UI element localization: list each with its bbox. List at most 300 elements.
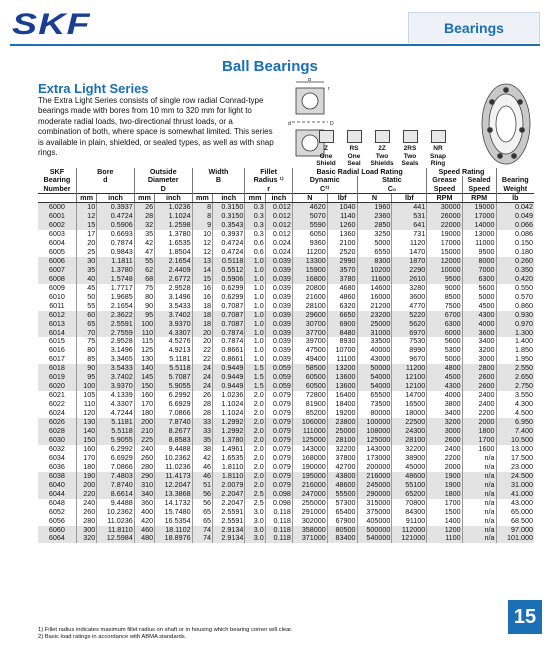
- table-cell: 24.500: [496, 472, 534, 481]
- table-cell: 1.0: [245, 302, 265, 311]
- table-cell: 4770: [392, 302, 427, 311]
- table-cell: 0.039: [265, 302, 292, 311]
- table-cell: 0.079: [265, 400, 292, 409]
- page-title: Ball Bearings: [222, 58, 318, 75]
- table-cell: 0.7087: [213, 302, 245, 311]
- table-cell: 15: [76, 221, 96, 230]
- table-cell: 480: [134, 534, 154, 543]
- header-rule: [10, 44, 540, 46]
- table-cell: 0.7874: [213, 329, 245, 338]
- table-cell: 0.260: [496, 257, 534, 266]
- table-cell: 310: [134, 481, 154, 490]
- col-header: Outside: [134, 168, 192, 176]
- table-cell: 260: [134, 454, 154, 463]
- table-cell: 0.039: [265, 275, 292, 284]
- table-cell: 0.059: [265, 382, 292, 391]
- table-cell: 2000: [462, 418, 496, 427]
- table-cell: 1360: [327, 230, 357, 239]
- table-cell: 5.5118: [97, 427, 134, 436]
- footnote: 1) Fillet radius indicates maximum fillet radius on shaft or in housing which bearing corner will clear.: [38, 627, 293, 633]
- table-cell: 3.5433: [155, 302, 192, 311]
- table-cell: 55100: [392, 481, 427, 490]
- table-cell: 2400: [462, 391, 496, 400]
- table-cell: 6300: [427, 320, 462, 329]
- table-cell: 19000: [462, 203, 496, 212]
- table-cell: 2.1654: [97, 302, 134, 311]
- table-cell: 14: [192, 266, 212, 275]
- table-cell: 1.1024: [155, 212, 192, 221]
- table-cell: 0.079: [265, 481, 292, 490]
- table-cell: 0.930: [496, 311, 534, 320]
- table-cell: 17.500: [496, 454, 534, 463]
- table-cell: 47500: [292, 346, 327, 355]
- variant-2rs: [396, 130, 424, 168]
- table-cell: 0.086: [496, 230, 534, 239]
- table-cell: 2.0: [245, 427, 265, 436]
- table-cell: 25000: [327, 427, 357, 436]
- footnote: 2) Basic load ratings in accordance with ABMA standards.: [38, 634, 187, 640]
- variant-nr: [424, 130, 452, 168]
- table-cell: 2.0: [245, 481, 265, 490]
- table-cell: 1120: [392, 239, 427, 248]
- table-cell: 5300: [427, 346, 462, 355]
- col-header: SKF: [49, 167, 65, 176]
- unit-cell: inch: [155, 193, 192, 202]
- table-cell: 731: [392, 230, 427, 239]
- table-cell: 0.079: [265, 472, 292, 481]
- table-cell: 9500: [427, 275, 462, 284]
- variant-label: NR: [433, 145, 443, 152]
- table-cell: 170: [134, 400, 154, 409]
- table-cell: 6650: [327, 311, 357, 320]
- table-cell: 84300: [392, 508, 427, 517]
- table-cell: 18: [192, 302, 212, 311]
- table-cell: 90: [76, 364, 96, 373]
- table-cell: 3.0: [245, 526, 265, 535]
- table-cell: 2290: [392, 266, 427, 275]
- table-cell: 4.300: [496, 400, 534, 409]
- bearing-number-cell: 6034: [48, 452, 65, 462]
- table-cell: 12: [76, 212, 96, 221]
- variant-label: Ring: [430, 160, 446, 167]
- table-cell: 460: [134, 526, 154, 535]
- table-cell: 65: [192, 517, 212, 526]
- table-cell: n/a: [462, 463, 496, 472]
- variant-label: Seal: [347, 160, 361, 167]
- table-cell: 60500: [292, 373, 327, 382]
- table-cell: 0.024: [265, 239, 292, 248]
- table-cell: 371000: [292, 534, 327, 543]
- table-cell: 8.6614: [97, 490, 134, 499]
- table-cell: 4000: [427, 391, 462, 400]
- table-cell: 0.012: [265, 203, 292, 212]
- table-cell: 0.039: [265, 284, 292, 293]
- table-cell: 1.0: [245, 257, 265, 266]
- table-cell: 12: [192, 248, 212, 257]
- table-cell: 0.8661: [213, 355, 245, 364]
- table-cell: n/a: [462, 454, 496, 463]
- table-cell: 2.9134: [213, 526, 245, 535]
- table-cell: 11200: [392, 364, 427, 373]
- bearing-number-cell: 6038: [38, 472, 76, 481]
- table-cell: 74: [192, 534, 212, 543]
- col-header: Width: [192, 168, 245, 176]
- table-cell: 30: [76, 257, 96, 266]
- variant-2z: [368, 130, 396, 168]
- table-cell: 14.1732: [155, 499, 192, 508]
- table-cell: 6.6929: [155, 400, 192, 409]
- table-cell: 1.8110: [213, 472, 245, 481]
- table-cell: 2.0: [245, 436, 265, 445]
- table-cell: 0.039: [265, 320, 292, 329]
- table-cell: 1.0: [245, 284, 265, 293]
- section-tab: [408, 12, 540, 43]
- table-cell: 420: [134, 517, 154, 526]
- table-cell: 0.039: [265, 346, 292, 355]
- table-cell: 28: [192, 400, 212, 409]
- table-cell: 500000: [357, 526, 392, 535]
- table-cell: 5600: [462, 284, 496, 293]
- table-cell: 1.5: [245, 373, 265, 382]
- table-cell: 1400: [427, 517, 462, 526]
- table-cell: 10: [192, 230, 212, 239]
- table-cell: 1.0: [245, 346, 265, 355]
- table-cell: 1.1024: [213, 400, 245, 409]
- table-cell: 33500: [357, 337, 392, 346]
- table-cell: 23.000: [496, 463, 534, 472]
- table-cell: 0.570: [496, 293, 534, 302]
- table-cell: 531: [392, 212, 427, 221]
- table-cell: 73500: [357, 400, 392, 409]
- table-cell: 1.3780: [155, 230, 192, 239]
- table-cell: 9: [192, 221, 212, 230]
- table-cell: 25000: [357, 320, 392, 329]
- table-cell: 13: [192, 257, 212, 266]
- col-header: Dynamic: [292, 176, 357, 184]
- unit-cell: mm: [192, 193, 212, 202]
- unit-cell: lbf: [327, 193, 357, 202]
- table-cell: 160: [76, 445, 96, 454]
- table-cell: 26000: [427, 212, 462, 221]
- col-header: d: [76, 176, 134, 184]
- col-header: Speed Rating: [427, 168, 496, 176]
- table-cell: 50000: [357, 364, 392, 373]
- table-cell: 1.2598: [155, 221, 192, 230]
- table-cell: 9500: [462, 248, 496, 257]
- table-cell: 85200: [292, 409, 327, 418]
- col-header: Speed: [462, 185, 496, 194]
- table-cell: 290000: [357, 490, 392, 499]
- table-cell: 11.8110: [97, 526, 134, 535]
- table-cell: 2.7559: [97, 329, 134, 338]
- bearing-number-cell: 6048: [48, 497, 65, 507]
- table-cell: 7.8740: [155, 418, 192, 427]
- bearing-number-cell: 6004: [48, 238, 65, 247]
- table-cell: 2.2047: [213, 490, 245, 499]
- table-cell: 24300: [392, 427, 427, 436]
- table-cell: 60500: [292, 382, 327, 391]
- table-cell: 1100: [427, 534, 462, 543]
- table-cell: 0.4724: [213, 248, 245, 257]
- table-cell: 2.1654: [155, 257, 192, 266]
- table-cell: 16400: [327, 391, 357, 400]
- table-cell: 0.079: [265, 436, 292, 445]
- table-cell: 6.950: [496, 418, 534, 427]
- table-cell: 23200: [357, 311, 392, 320]
- table-cell: 143000: [292, 445, 327, 454]
- table-cell: 90: [134, 302, 154, 311]
- table-cell: 35: [134, 230, 154, 239]
- table-cell: 8990: [392, 346, 427, 355]
- table-cell: 0.3543: [213, 221, 245, 230]
- col-header: Static: [357, 176, 427, 184]
- table-cell: 170: [76, 454, 96, 463]
- table-cell: 55: [76, 302, 96, 311]
- table-cell: 0.4724: [97, 212, 134, 221]
- table-cell: 18.8976: [155, 534, 192, 543]
- table-cell: 10: [76, 203, 96, 212]
- table-cell: 200: [134, 418, 154, 427]
- table-cell: 2.0: [245, 472, 265, 481]
- table-cell: 1700: [427, 499, 462, 508]
- table-cell: 12.5984: [97, 534, 134, 543]
- table-cell: 0.3937: [213, 230, 245, 239]
- table-cell: 1.1811: [97, 257, 134, 266]
- table-cell: 4.5276: [155, 337, 192, 346]
- table-cell: 83400: [327, 534, 357, 543]
- table-cell: 16500: [392, 400, 427, 409]
- table-cell: 0.3150: [213, 212, 245, 221]
- table-cell: 0.180: [496, 248, 534, 257]
- table-cell: 2610: [392, 275, 427, 284]
- table-cell: 65: [192, 508, 212, 517]
- table-cell: 2360: [357, 212, 392, 221]
- table-cell: 1.0: [245, 355, 265, 364]
- table-cell: 46: [192, 472, 212, 481]
- table-cell: 55: [134, 257, 154, 266]
- table-cell: 14700: [392, 391, 427, 400]
- table-cell: 4500: [462, 302, 496, 311]
- table-cell: 150: [134, 382, 154, 391]
- table-cell: 38900: [392, 454, 427, 463]
- table-cell: 12000: [427, 257, 462, 266]
- table-cell: 13600: [327, 373, 357, 382]
- variant-icon: [347, 130, 362, 143]
- bearing-number-cell: 6000: [38, 203, 76, 212]
- variant-label: Shields: [370, 160, 394, 167]
- table-cell: 0.079: [265, 463, 292, 472]
- table-cell: 31.000: [496, 481, 534, 490]
- table-cell: 48600: [392, 472, 427, 481]
- bearing-number-cell: 6024: [48, 408, 65, 418]
- table-cell: 0.098: [265, 499, 292, 508]
- table-cell: 130: [76, 418, 96, 427]
- table-cell: 45: [76, 284, 96, 293]
- table-cell: 1.2992: [213, 418, 245, 427]
- table-cell: 360: [134, 499, 154, 508]
- table-cell: 0.079: [265, 454, 292, 463]
- table-cell: 2.0: [245, 454, 265, 463]
- table-cell: 4800: [427, 364, 462, 373]
- table-cell: 17000: [427, 239, 462, 248]
- col-header: Diameter: [134, 176, 192, 184]
- variant-rs: [340, 130, 368, 168]
- table-cell: 3200: [427, 418, 462, 427]
- table-cell: 0.118: [265, 517, 292, 526]
- table-cell: 247000: [292, 490, 327, 499]
- table-cell: 45000: [392, 463, 427, 472]
- table-cell: 20: [192, 329, 212, 338]
- table-cell: 4.1339: [97, 391, 134, 400]
- table-cell: 1.0236: [155, 203, 192, 212]
- variant-label: 2Z: [378, 145, 386, 152]
- table-cell: 245000: [357, 481, 392, 490]
- bearing-variant-list: [312, 130, 452, 168]
- table-cell: 358000: [292, 526, 327, 535]
- table-cell: n/a: [462, 526, 496, 535]
- table-cell: 2.0: [245, 418, 265, 427]
- table-cell: 80: [134, 293, 154, 302]
- table-cell: 16800: [292, 275, 327, 284]
- table-cell: 1140: [327, 212, 357, 221]
- table-cell: 0.3: [245, 230, 265, 239]
- table-cell: 2990: [327, 257, 357, 266]
- table-cell: 5220: [392, 311, 427, 320]
- table-cell: 1.7717: [97, 284, 134, 293]
- table-cell: 11600: [357, 275, 392, 284]
- table-cell: 51: [192, 481, 212, 490]
- table-cell: 0.7874: [97, 239, 134, 248]
- variant-label: Two: [403, 152, 417, 160]
- table-cell: 195000: [292, 472, 327, 481]
- table-cell: 0.9449: [213, 373, 245, 382]
- table-cell: 91100: [392, 517, 427, 526]
- table-cell: 7.8740: [97, 481, 134, 490]
- table-cell: 1260: [327, 221, 357, 230]
- table-cell: 22000: [427, 221, 462, 230]
- table-cell: 22: [192, 346, 212, 355]
- table-cell: 0.3937: [97, 203, 134, 212]
- table-cell: 38: [192, 445, 212, 454]
- table-cell: 125000: [292, 436, 327, 445]
- table-cell: 121000: [392, 534, 427, 543]
- table-cell: 35: [192, 436, 212, 445]
- table-cell: 210: [134, 427, 154, 436]
- col-header: B: [192, 176, 245, 184]
- table-cell: 1.0: [245, 293, 265, 302]
- table-cell: 56: [192, 490, 212, 499]
- table-cell: 16: [192, 284, 212, 293]
- table-cell: 168000: [292, 454, 327, 463]
- table-cell: 10700: [327, 346, 357, 355]
- table-cell: 225: [134, 436, 154, 445]
- table-cell: 0.012: [265, 230, 292, 239]
- table-cell: 216000: [292, 481, 327, 490]
- table-cell: 11100: [327, 355, 357, 364]
- table-cell: 62: [134, 266, 154, 275]
- table-cell: 1.0236: [213, 391, 245, 400]
- table-cell: 26: [192, 391, 212, 400]
- table-cell: 9000: [427, 284, 462, 293]
- table-cell: 1800: [462, 427, 496, 436]
- table-cell: 6000: [427, 329, 462, 338]
- table-cell: 2600: [462, 373, 496, 382]
- table-cell: 2100: [327, 239, 357, 248]
- table-cell: 2.2047: [213, 499, 245, 508]
- table-row: [38, 534, 534, 543]
- table-cell: 0.6: [245, 248, 265, 257]
- table-cell: 6.2992: [155, 391, 192, 400]
- bearing-number-cell: 6016: [48, 345, 65, 355]
- table-cell: 2.6772: [155, 275, 192, 284]
- table-cell: 4300: [462, 311, 496, 320]
- table-cell: 3.9370: [155, 320, 192, 329]
- table-cell: 101.000: [496, 534, 534, 543]
- table-cell: 22: [192, 355, 212, 364]
- table-cell: 0.6299: [213, 293, 245, 302]
- table-cell: 5000: [357, 239, 392, 248]
- table-cell: 20: [192, 337, 212, 346]
- table-cell: 5070: [292, 212, 327, 221]
- table-cell: 190000: [292, 463, 327, 472]
- bearing-number-cell: 6013: [38, 320, 76, 329]
- variant-label: Seals: [401, 160, 419, 167]
- table-cell: 110: [76, 400, 96, 409]
- table-cell: 200000: [357, 463, 392, 472]
- table-cell: 11200: [292, 248, 327, 257]
- table-cell: 1.0: [245, 337, 265, 346]
- unit-cell: lb: [496, 193, 534, 202]
- table-cell: 180: [76, 463, 96, 472]
- table-cell: 3.5433: [97, 364, 134, 373]
- table-cell: 8: [192, 203, 212, 212]
- table-cell: 1900: [427, 472, 462, 481]
- table-cell: 85: [76, 355, 96, 364]
- table-cell: 21200: [357, 302, 392, 311]
- table-cell: 5.9055: [97, 436, 134, 445]
- variant-label: One: [347, 152, 361, 160]
- table-cell: 11.0236: [155, 463, 192, 472]
- variant-label: Two: [375, 152, 389, 160]
- table-cell: 12100: [392, 382, 427, 391]
- table-cell: 2.0: [245, 409, 265, 418]
- table-cell: 2800: [462, 364, 496, 373]
- table-cell: n/a: [462, 490, 496, 499]
- unit-cell: N: [357, 193, 392, 202]
- table-cell: 8: [192, 212, 212, 221]
- table-cell: 3280: [392, 284, 427, 293]
- table-cell: 13.000: [496, 445, 534, 454]
- table-cell: 2.0: [245, 400, 265, 409]
- table-cell: 1.0: [245, 311, 265, 320]
- table-cell: 0.039: [265, 266, 292, 275]
- table-cell: 4.500: [496, 409, 534, 418]
- table-cell: 441: [392, 203, 427, 212]
- table-cell: 145: [134, 373, 154, 382]
- bearing-number-cell: 6028: [38, 427, 76, 436]
- bearing-number-cell: 6015: [48, 336, 65, 346]
- bearing-number-cell: 6022: [48, 399, 65, 409]
- bearing-number-cell: 6002: [38, 221, 76, 230]
- table-cell: 20800: [292, 284, 327, 293]
- table-cell: 8480: [327, 329, 357, 338]
- table-cell: 0.039: [265, 311, 292, 320]
- table-cell: 0.059: [265, 373, 292, 382]
- table-cell: 2200: [462, 409, 496, 418]
- table-cell: 16.5354: [155, 517, 192, 526]
- table-cell: 15900: [292, 266, 327, 275]
- ball-bearing-table: [38, 168, 534, 543]
